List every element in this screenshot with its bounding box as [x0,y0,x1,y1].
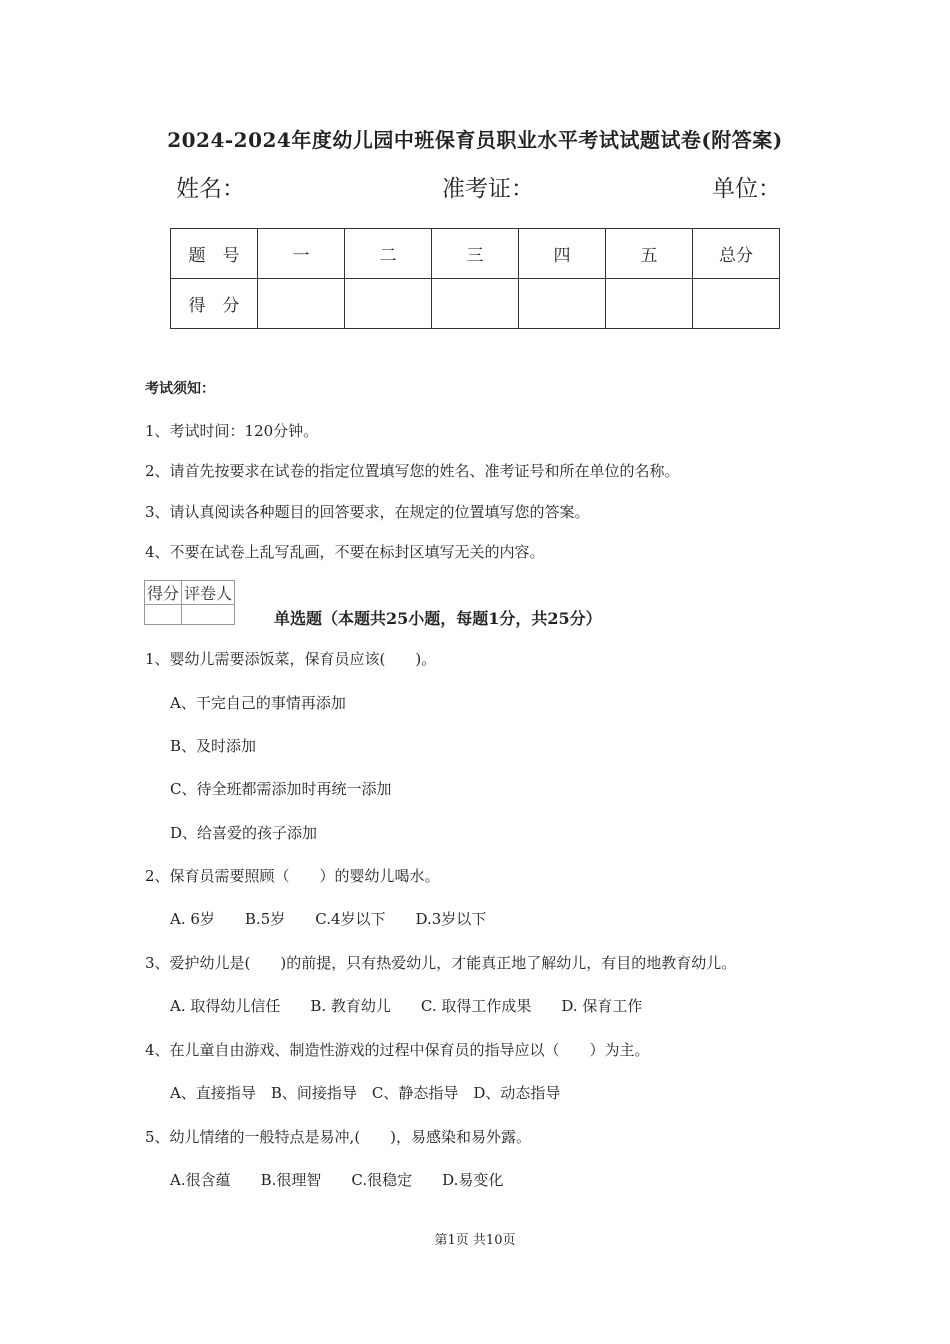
question-option: A、直接指导 B、间接指导 C、静态指导 D、动态指导 [170,1084,561,1102]
score-header-3: 三 [432,229,519,279]
grader-table [144,580,235,625]
page-title: 2024-2024年度幼儿园中班保育员职业水平考试试题试卷(附答案) [167,128,783,152]
grader-score-label: 得分 [145,581,182,605]
score-header-label: 题 号 [171,229,258,279]
question-stem: 5、幼儿情绪的一般特点是易冲,( )，易感染和易外露。 [145,1128,532,1146]
unit-field-label: 单位： [712,176,781,202]
notice-item: 1、考试时间：120分钟。 [145,422,319,440]
score-header-1: 一 [258,229,345,279]
name-field-label: 姓名： [176,176,245,202]
section-heading: 单选题（本题共25小题，每题1分，共25分） [274,609,602,628]
score-cell-total[interactable] [693,279,780,329]
grader-reviewer-label: 评卷人 [182,581,235,605]
question-option: A. 取得幼儿信任 B. 教育幼儿 C. 取得工作成果 D. 保育工作 [170,997,643,1015]
question-option: A. 6岁 B.5岁 C.4岁以下 D.3岁以下 [170,910,487,928]
page-number-footer: 第1页 共10页 [434,1233,516,1248]
score-cell-3[interactable] [432,279,519,329]
notice-item: 4、不要在试卷上乱写乱画，不要在标封区填写无关的内容。 [145,543,545,561]
score-header-total: 总分 [693,229,780,279]
notice-item: 3、请认真阅读各种题目的回答要求，在规定的位置填写您的答案。 [145,503,590,521]
score-table [170,228,780,329]
score-table-header-row [171,229,780,279]
score-table-score-row [171,279,780,329]
question-option: A、干完自己的事情再添加 [170,694,346,712]
notice-heading: 考试须知： [145,381,215,397]
score-cell-1[interactable] [258,279,345,329]
question-option: A.很含蕴 B.很理智 C.很稳定 D.易变化 [170,1171,504,1189]
score-row-label: 得 分 [171,279,258,329]
question-option: D、给喜爱的孩子添加 [170,824,318,842]
question-stem: 2、保育员需要照顾（ ）的婴幼儿喝水。 [145,867,440,885]
score-cell-4[interactable] [519,279,606,329]
score-header-5: 五 [606,229,693,279]
exam-id-field-label: 准考证： [442,176,534,202]
grader-reviewer-cell[interactable] [182,605,235,625]
grader-score-cell[interactable] [145,605,182,625]
score-header-2: 二 [345,229,432,279]
question-stem: 4、在儿童自由游戏、制造性游戏的过程中保育员的指导应以（ ）为主。 [145,1041,650,1059]
question-option: C、待全班都需添加时再统一添加 [170,780,392,798]
question-stem: 1、婴幼儿需要添饭菜，保育员应该( )。 [145,650,437,668]
score-header-4: 四 [519,229,606,279]
notice-item: 2、请首先按要求在试卷的指定位置填写您的姓名、准考证号和所在单位的名称。 [145,462,680,480]
question-stem: 3、爱护幼儿是( )的前提，只有热爱幼儿，才能真正地了解幼儿，有目的地教育幼儿。 [145,954,737,972]
score-cell-2[interactable] [345,279,432,329]
question-option: B、及时添加 [170,737,257,755]
score-cell-5[interactable] [606,279,693,329]
